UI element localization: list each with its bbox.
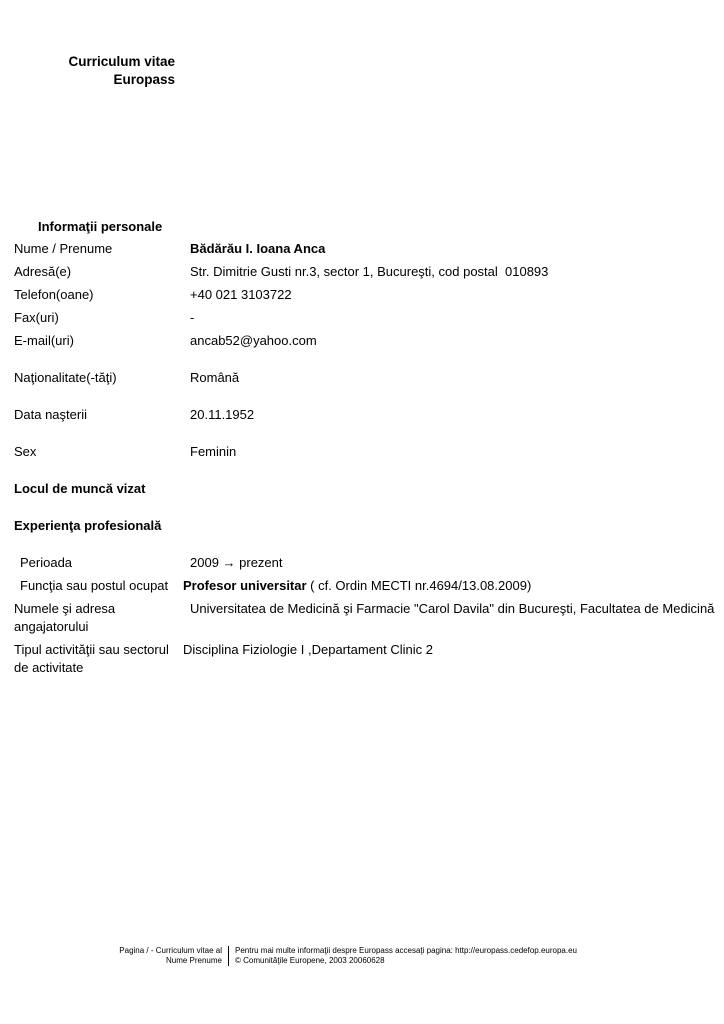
document-title: [0, 0, 175, 89]
footer-right-block: [228, 946, 577, 966]
section-heading-locul-munca: Locul de muncă vizat: [14, 481, 146, 496]
value-fax: -: [190, 310, 195, 325]
row-angajator: [0, 600, 724, 636]
value-email: ancab52@yahoo.com: [190, 333, 317, 348]
value-sex: Feminin: [190, 444, 237, 459]
row-data-nasterii: [0, 406, 724, 424]
row-telefon: [0, 286, 724, 304]
label-activitate: Tipul activităţii sau sectorul de activitate: [14, 642, 169, 675]
label-angajator: Numele şi adresa angajatorului: [14, 601, 116, 634]
footer-page-info: Pagina / - Curriculum vitae al: [119, 946, 222, 955]
row-sex: [0, 443, 724, 461]
row-perioada: [0, 554, 724, 572]
value-adresa: Str. Dimitrie Gusti nr.3, sector 1, Bucureşti, cod postal 010893: [190, 264, 549, 279]
footer-left-block: [0, 946, 228, 966]
label-telefon: Telefon(oane): [14, 287, 94, 302]
value-perioada: 2009 → prezent: [190, 555, 283, 570]
title-line-1: Curriculum vitae: [68, 54, 175, 69]
row-locul-munca: [0, 480, 724, 498]
label-data-nasterii: Data naşterii: [14, 407, 87, 422]
value-functia-title: Profesor universitar: [183, 578, 307, 593]
value-activitate: Disciplina Fiziologie I ,Departament Clinic 2: [183, 642, 433, 657]
row-adresa: [0, 263, 724, 281]
value-data-nasterii: 20.11.1952: [190, 407, 255, 422]
section-heading-experienta: Experienţa profesională: [14, 518, 162, 533]
value-functia: [183, 577, 724, 595]
label-perioada: Perioada: [20, 555, 73, 570]
footer-copyright: © Comunităţile Europene, 2003 20060628: [235, 956, 385, 965]
row-activitate: [0, 641, 724, 677]
label-adresa: Adresă(e): [14, 264, 72, 279]
value-functia-detail: ( cf. Ordin MECTI nr.4694/13.08.2009): [306, 578, 532, 593]
section-heading-personal: Informaţii personale: [38, 219, 163, 234]
value-angajator: Universitatea de Medicină şi Farmacie "Carol Davila" din Bucureşti, Facultatea de Medicină: [190, 601, 715, 616]
label-nume-prenume: Nume / Prenume: [14, 241, 113, 256]
value-nationalitate: Română: [190, 370, 240, 385]
footer-europass-info: Pentru mai multe informaţii despre Europass accesaţi pagina: http://europass.cedefop.europa.eu: [235, 946, 577, 955]
row-nationalitate: [0, 369, 724, 387]
page-footer: [0, 946, 724, 966]
label-functia: Funcţia sau postul ocupat: [20, 578, 169, 593]
label-email: E-mail(uri): [14, 333, 74, 348]
value-nume-prenume: Bădărău I. Ioana Anca: [190, 241, 326, 256]
row-functia: [0, 577, 724, 595]
label-sex: Sex: [14, 444, 37, 459]
row-fax: [0, 309, 724, 327]
footer-name-placeholder: Nume Prenume: [165, 956, 222, 965]
label-fax: Fax(uri): [14, 310, 59, 325]
row-nume-prenume: [0, 240, 724, 258]
row-experienta-heading: [0, 517, 724, 535]
value-telefon: +40 021 3103722: [190, 287, 292, 302]
title-line-2: Europass: [113, 72, 175, 87]
row-email: [0, 332, 724, 350]
label-nationalitate: Naţionalitate(-tăţi): [14, 370, 117, 385]
